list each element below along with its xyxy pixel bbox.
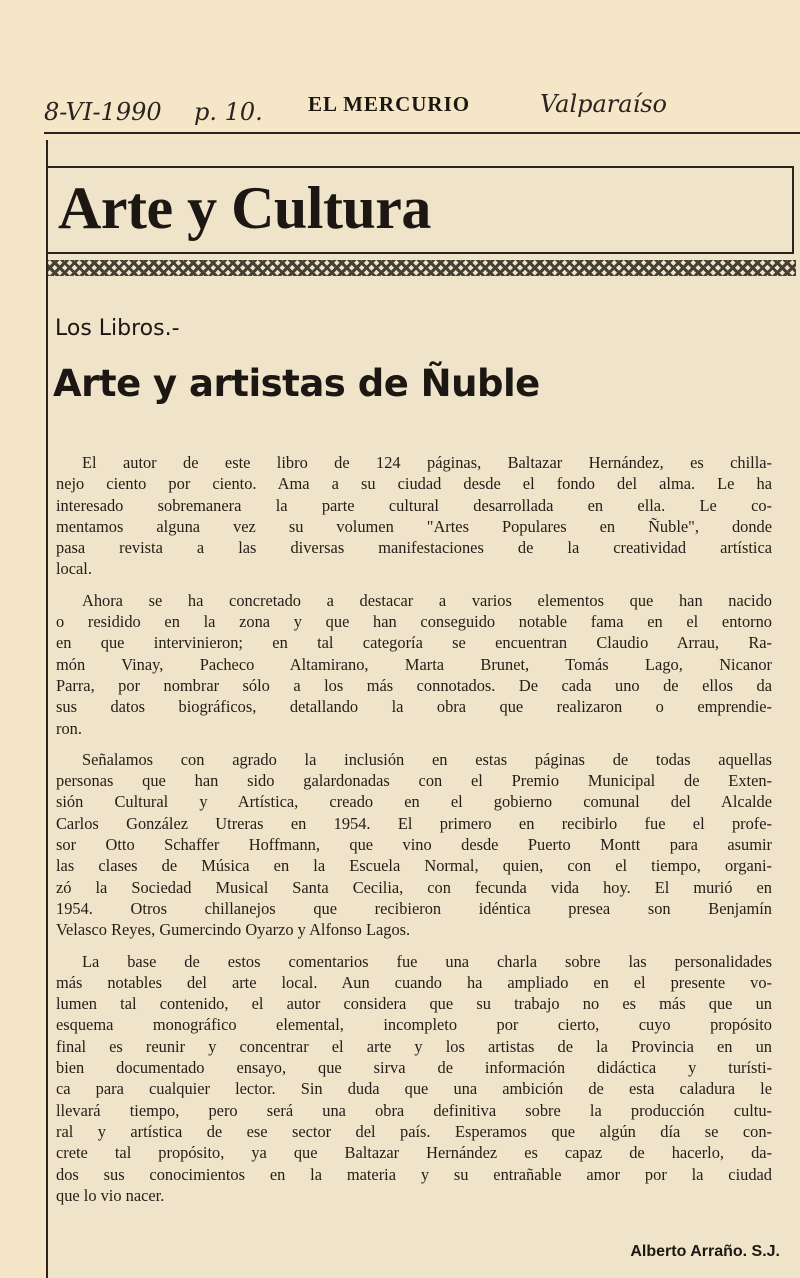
text-line: Carlos González Utreras en 1954. El primero en recibirlo fue el profe- [56, 813, 772, 833]
text-line: La base de estos comentarios fue una charla sobre las personalidades [82, 951, 772, 971]
article-paragraph [56, 951, 772, 1207]
text-line: más notables del arte local. Aun cuando ha ampliado en el presente vo- [56, 972, 772, 992]
text-line: Velasco Reyes, Gumercindo Oyarzo y Alfonso Lagos. [56, 920, 411, 940]
text-line: ca para cualquier lector. Sin duda que una ambición de esta caladura le [56, 1079, 772, 1099]
text-line: Parra, por nombrar sólo a los más connotados. De cada uno de ellos da [56, 675, 772, 695]
text-line: Ahora se ha concretado a destacar a varios elementos que han nacido [82, 590, 772, 610]
article-paragraph [56, 452, 772, 580]
handwritten-page: p. 10. [194, 98, 263, 126]
text-line: las clases de Música en la Escuela Normal, quien, con el tiempo, organi- [56, 856, 772, 876]
text-line: ron. [56, 718, 82, 738]
text-line: nejo ciento por ciento. Ama a su ciudad desde el fondo del alma. Le ha [56, 474, 772, 494]
article-paragraph [56, 590, 772, 739]
text-line: sor Otto Schaffer Hoffmann, que vino desde Puerto Montt para asumir [56, 835, 772, 855]
article-paragraph [56, 749, 772, 941]
handwritten-city: Valparaíso [540, 90, 668, 118]
text-line: món Vinay, Pacheco Altamirano, Marta Brunet, Tomás Lago, Nicanor [56, 654, 772, 674]
text-line: interesado sobremanera la parte cultural desarrollada en ella. Le co- [56, 495, 772, 515]
text-line: que lo vio nacer. [56, 1185, 165, 1205]
handwritten-date: 8-VI-1990 [44, 98, 162, 126]
text-line: en que intervinieron; en tal categoría se encuentran Claudio Arrau, Ra- [56, 633, 772, 653]
section-title: Arte y Cultura [58, 175, 431, 241]
newspaper-name: EL MERCURIO [308, 92, 471, 116]
text-line: llevará tiempo, pero será una obra definitiva sobre la producción cultu- [56, 1100, 772, 1120]
text-line: bien documentado ensayo, que sirva de información didáctica y turísti- [56, 1058, 772, 1078]
text-line: pasa revista a las diversas manifestaciones de la creatividad artística [56, 538, 772, 558]
text-line: o residido en la zona y que han conseguido notable fama en el entorno [56, 612, 772, 632]
text-line: Señalamos con agrado la inclusión en estas páginas de todas aquellas [82, 749, 772, 769]
text-line: lumen tal contenido, el autor considera que su trabajo no es más que un [56, 994, 772, 1014]
decorative-border [46, 260, 796, 276]
text-line: sus datos biográficos, detallando la obra que realizaron o emprendie- [56, 697, 772, 717]
text-line: sión Cultural y Artística, creado en el gobierno comunal del Alcalde [56, 792, 772, 812]
text-line: ral y artística de ese sector del país. Esperamos que algún día se con- [56, 1121, 772, 1141]
text-line: zó la Sociedad Musical Santa Cecilia, con fecunda vida hoy. El murió en [56, 877, 772, 897]
article-kicker: Los Libros.- [55, 316, 180, 341]
text-line: mentamos alguna vez su volumen "Artes Populares en Ñuble", donde [56, 516, 772, 536]
text-line: final es reunir y concentrar el arte y los artistas de la Provincia en un [56, 1036, 772, 1056]
text-line: crete tal propósito, ya que Baltazar Hernández es capaz de hacerlo, da- [56, 1143, 772, 1163]
article-byline: Alberto Arraño. S.J. [630, 1243, 780, 1260]
text-line: personas que han sido galardonadas con el Premio Municipal de Exten- [56, 771, 772, 791]
article-body [56, 452, 772, 1216]
text-line: 1954. Otros chillanejos que recibieron idéntica presea son Benjamín [56, 898, 772, 918]
text-line: dos sus conocimientos en la materia y su entrañable amor por la ciudad [56, 1164, 772, 1184]
text-line: El autor de este libro de 124 páginas, Baltazar Hernández, es chilla- [82, 453, 772, 472]
article-headline: Arte y artistas de Ñuble [53, 362, 540, 405]
text-line: esquema monográfico elemental, incompleto por cierto, cuyo propósito [56, 1015, 772, 1035]
text-line: local. [56, 559, 92, 579]
